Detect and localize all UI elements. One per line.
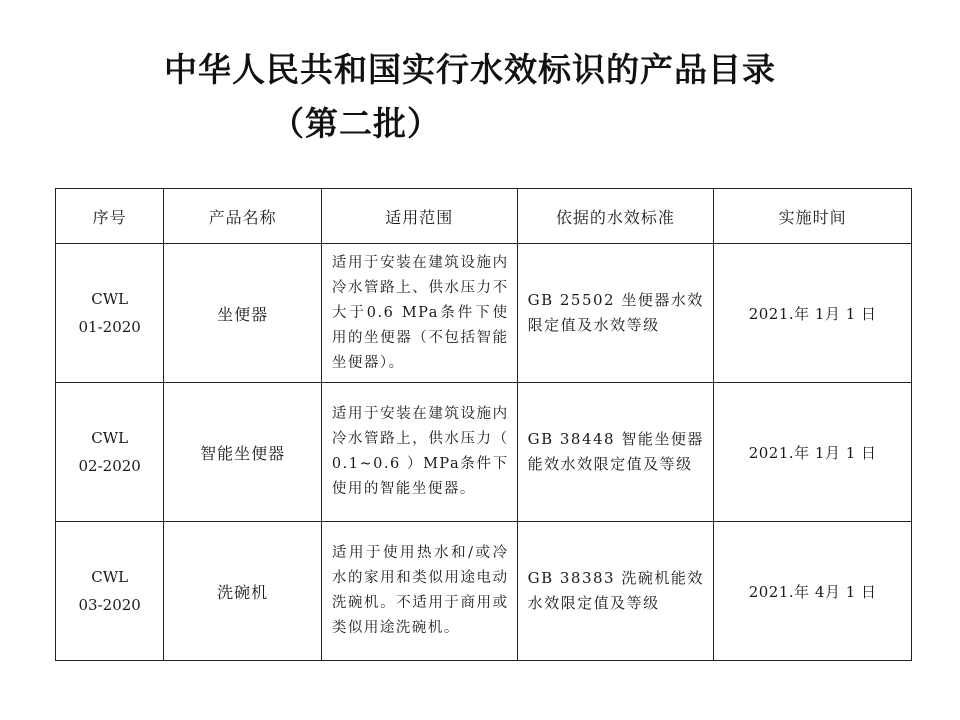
header-product-name: 产品名称 <box>164 189 322 244</box>
scope-cell: 适用于使用热水和/或冷水的家用和类似用途电动洗碗机。不适用于商用或类似用途洗碗机。 <box>321 522 517 661</box>
serial-code: 03-2020 <box>78 596 141 614</box>
serial-code: 02-2020 <box>78 457 141 475</box>
table-row <box>56 383 912 522</box>
serial-number-cell <box>56 522 164 661</box>
header-water-efficiency-standard: 依据的水效标准 <box>517 189 714 244</box>
document-subtitle: （第二批） <box>271 104 441 143</box>
product-name-cell: 智能坐便器 <box>164 383 322 522</box>
table-header-row <box>56 189 912 244</box>
product-name-cell: 洗碗机 <box>164 522 322 661</box>
table-row <box>56 522 912 661</box>
serial-number-cell <box>56 244 164 383</box>
serial-prefix: CWL <box>91 429 129 447</box>
scope-cell: 适用于安装在建筑设施内冷水管路上、供水压力不大于0.6 MPa条件下使用的坐便器（不包括智能坐便器）。 <box>321 244 517 383</box>
header-implementation-date: 实施时间 <box>714 189 912 244</box>
product-name-cell: 坐便器 <box>164 244 322 383</box>
serial-prefix: CWL <box>91 290 129 308</box>
scope-cell: 适用于安装在建筑设施内冷水管路上，供水压力（ 0.1~0.6 ）MPa条件下使用的智能坐便器。 <box>321 383 517 522</box>
implementation-date-cell: 2021.年 1月 1 日 <box>714 244 912 383</box>
standard-cell: GB 38448 智能坐便器能效水效限定值及等级 <box>517 383 714 522</box>
product-catalog-table <box>55 188 912 661</box>
implementation-date-cell: 2021.年 4月 1 日 <box>714 522 912 661</box>
standard-cell: GB 25502 坐便器水效限定值及水效等级 <box>517 244 714 383</box>
standard-cell: GB 38383 洗碗机能效水效限定值及等级 <box>517 522 714 661</box>
serial-prefix: CWL <box>91 568 129 586</box>
serial-number-cell <box>56 383 164 522</box>
document-title: 中华人民共和国实行水效标识的产品目录 <box>164 50 776 89</box>
serial-code: 01-2020 <box>78 318 141 336</box>
table-row <box>56 244 912 383</box>
header-serial-number: 序号 <box>56 189 164 244</box>
header-scope: 适用范围 <box>321 189 517 244</box>
implementation-date-cell: 2021.年 1月 1 日 <box>714 383 912 522</box>
